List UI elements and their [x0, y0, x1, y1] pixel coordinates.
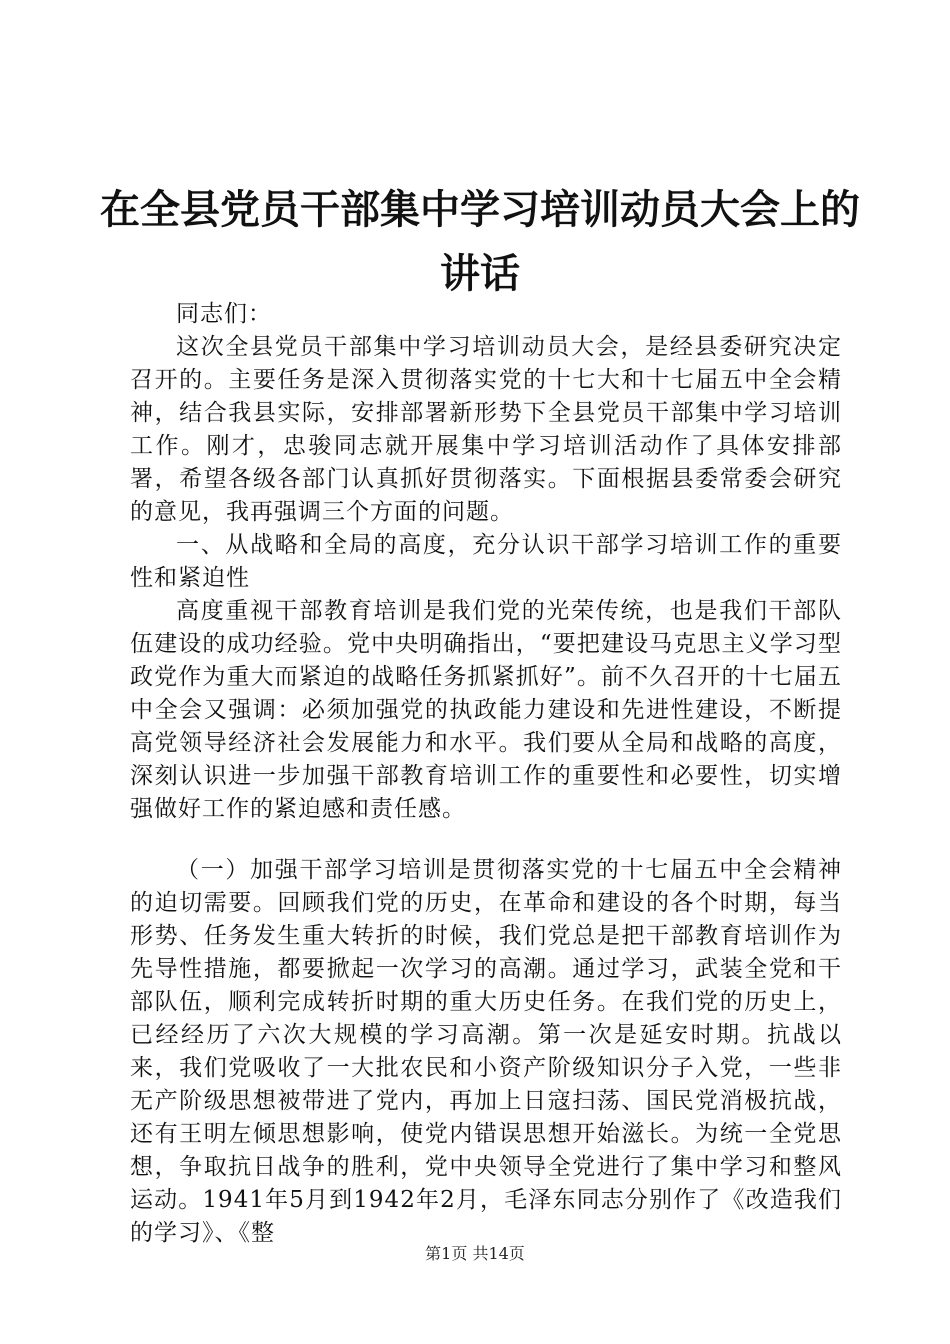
body-paragraph: 高度重视干部教育培训是我们党的光荣传统，也是我们干部队伍建设的成功经验。党中央明确指出，“要把建设马克思主义学习型政党作为重大而紧迫的战略任务抓紧抓好”。前不久召开的十七届五中全会又强调：必须加强党的执政能力建设和先进性建设，不断提高党领导经济社会发展能力和水平。我们要从全局和战略的高度，深刻认识进一步加强干部教育培训工作的重要性和必要性，切实增强做好工作的紧迫感和责任感。: [130, 598, 842, 822]
document-title: 在全县党员干部集中学习培训动员大会上的讲话: [100, 187, 860, 297]
page-footer: 第1页 共14页: [425, 1244, 525, 1263]
body-paragraph: （一）加强干部学习培训是贯彻落实党的十七届五中全会精神的迫切需要。回顾我们党的历史，在革命和建设的各个时期，每当形势、任务发生重大转折的时候，我们党总是把干部教育培训作为先导性措施，都要掀起一次学习的高潮。通过学习，武装全党和干部队伍，顺利完成转折时期的重大历史任务。在我们党的历史上，已经经历了六次大规模的学习高潮。第一次是延安时期。抗战以来，我们党吸收了一大批农民和小资产阶级知识分子入党，一些非无产阶级思想被带进了党内，再加上日寇扫荡、国民党消极抗战，还有王明左倾思想影响，使党内错误思想开始滋长。为统一全党思想，争取抗日战争的胜利，党中央领导全党进行了集中学习和整风运动。1941年5月到1942年2月，毛泽东同志分别作了《改造我们的学习》、《整: [130, 857, 842, 1246]
intro-paragraph: 这次全县党员干部集中学习培训动员大会，是经县委研究决定召开的。主要任务是深入贯彻落实党的十七大和十七届五中全会精神，结合我县实际，安排部署新形势下全县党员干部集中学习培训工作。刚才，忠骏同志就开展集中学习培训活动作了具体安排部署，希望各级各部门认真抓好贯彻落实。下面根据县委常委会研究的意见，我再强调三个方面的问题。: [130, 334, 842, 525]
salutation-paragraph: 同志们：: [176, 301, 272, 327]
document-body: [130, 298, 842, 1250]
section-heading: 一、从战略和全局的高度，充分认识干部学习培训工作的重要性和紧迫性: [130, 532, 842, 591]
